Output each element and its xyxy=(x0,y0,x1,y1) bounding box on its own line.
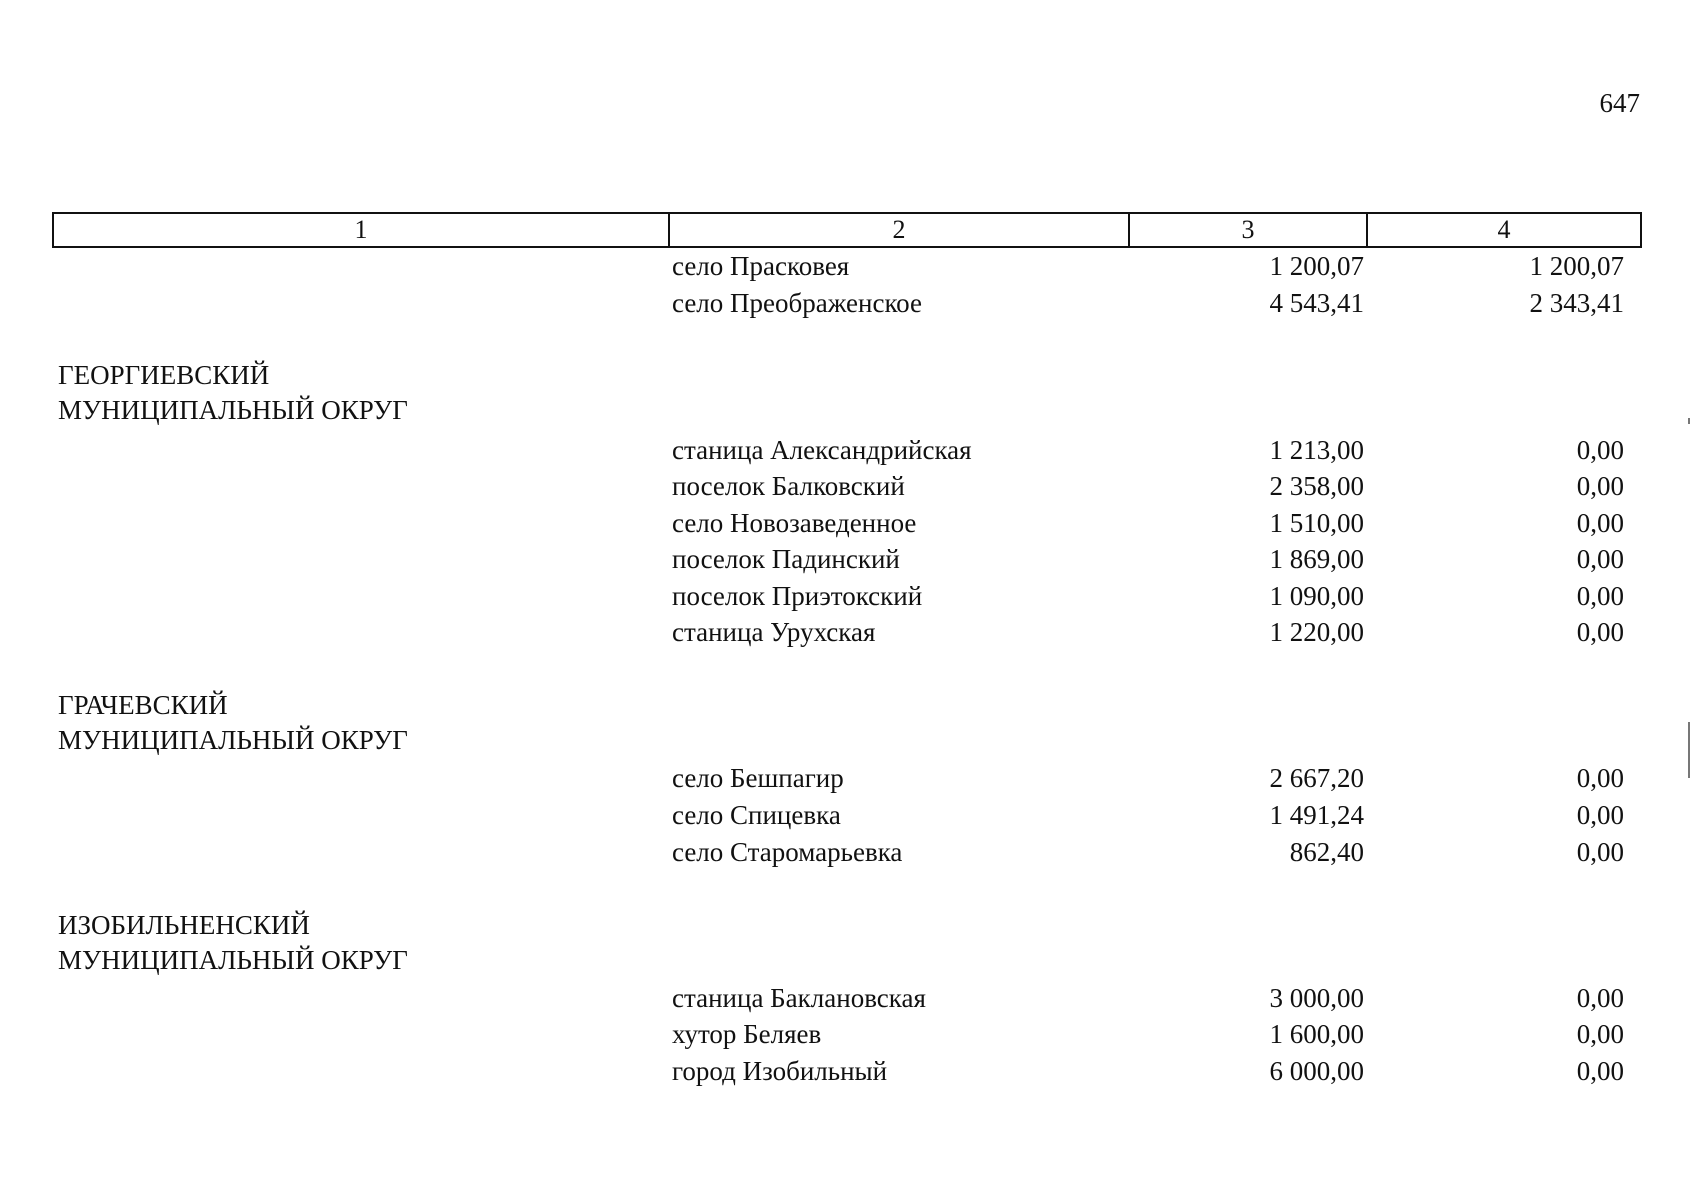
column-4-value: 0,00 xyxy=(1576,581,1624,611)
district-heading xyxy=(58,688,408,758)
scan-mark xyxy=(1688,722,1690,778)
table-row xyxy=(0,980,1693,1016)
column-4-value: 0,00 xyxy=(1576,983,1624,1013)
district-title-line-2: МУНИЦИПАЛЬНЫЙ ОКРУГ xyxy=(58,395,408,425)
table-header xyxy=(52,212,1642,248)
district-heading xyxy=(58,358,408,428)
district-title-line-2: МУНИЦИПАЛЬНЫЙ ОКРУГ xyxy=(58,725,408,755)
table-row xyxy=(0,578,1693,614)
table-row xyxy=(0,248,1693,284)
table-row xyxy=(0,285,1693,321)
table-row xyxy=(0,468,1693,504)
column-4-value: 1 200,07 xyxy=(1529,251,1624,281)
settlement-name: поселок Балковский xyxy=(672,471,905,501)
column-4-value: 0,00 xyxy=(1576,1019,1624,1049)
header-column-4: 4 xyxy=(1497,215,1511,244)
column-3-value: 2 358,00 xyxy=(1269,471,1364,501)
table-row xyxy=(0,614,1693,650)
column-3-value: 1 510,00 xyxy=(1269,508,1364,538)
settlement-name: станица Урухская xyxy=(672,617,876,647)
column-4-value: 0,00 xyxy=(1576,800,1624,830)
table-row xyxy=(0,834,1693,870)
table-row xyxy=(0,432,1693,468)
settlement-name: село Новозаведенное xyxy=(672,508,917,538)
settlement-name: село Преображенское xyxy=(672,288,923,318)
column-3-value: 1 200,07 xyxy=(1269,251,1364,281)
column-3-value: 1 220,00 xyxy=(1269,617,1364,647)
table-row xyxy=(0,1016,1693,1052)
settlement-name: село Спицевка xyxy=(672,800,841,830)
column-3-value: 862,40 xyxy=(1289,837,1364,867)
table-row xyxy=(0,760,1693,796)
district-title-line-2: МУНИЦИПАЛЬНЫЙ ОКРУГ xyxy=(58,945,408,975)
column-4-value: 0,00 xyxy=(1576,1056,1624,1086)
settlement-name: станица Баклановская xyxy=(672,983,926,1013)
column-3-value: 4 543,41 xyxy=(1269,288,1364,318)
settlement-name: город Изобильный xyxy=(672,1056,888,1086)
header-column-2: 2 xyxy=(670,214,1130,246)
header-column-3: 3 xyxy=(1130,214,1368,246)
settlement-name: поселок Приэтокский xyxy=(672,581,923,611)
table-row xyxy=(0,505,1693,541)
district-title-line-1: ИЗОБИЛЬНЕНСКИЙ xyxy=(58,910,310,940)
table-row xyxy=(0,797,1693,833)
scan-mark xyxy=(1688,418,1690,424)
column-4-value: 0,00 xyxy=(1576,544,1624,574)
column-4-value: 2 343,41 xyxy=(1529,288,1624,318)
column-3-value: 1 600,00 xyxy=(1269,1019,1364,1049)
settlement-name: село Прасковея xyxy=(672,251,850,281)
page-number: 647 xyxy=(1599,88,1640,118)
column-3-value: 1 869,00 xyxy=(1269,544,1364,574)
column-3-value: 3 000,00 xyxy=(1269,983,1364,1013)
column-3-value: 2 667,20 xyxy=(1269,763,1364,793)
table-row xyxy=(0,541,1693,577)
column-3-value: 1 213,00 xyxy=(1269,435,1364,465)
district-title-line-1: ГРАЧЕВСКИЙ xyxy=(58,690,228,720)
column-3-value: 1 491,24 xyxy=(1269,800,1364,830)
column-4-value: 0,00 xyxy=(1576,435,1624,465)
table-row xyxy=(0,1053,1693,1089)
settlement-name: село Бешпагир xyxy=(672,763,844,793)
district-title-line-1: ГЕОРГИЕВСКИЙ xyxy=(58,360,270,390)
settlement-name: хутор Беляев xyxy=(672,1019,822,1049)
column-3-value: 1 090,00 xyxy=(1269,581,1364,611)
column-4-value: 0,00 xyxy=(1576,837,1624,867)
column-4-value: 0,00 xyxy=(1576,617,1624,647)
settlement-name: село Старомарьевка xyxy=(672,837,903,867)
column-4-value: 0,00 xyxy=(1576,471,1624,501)
settlement-name: поселок Падинский xyxy=(672,544,900,574)
column-4-value: 0,00 xyxy=(1576,763,1624,793)
header-column-1: 1 xyxy=(54,214,670,246)
settlement-name: станица Александрийская xyxy=(672,435,972,465)
column-4-value: 0,00 xyxy=(1576,508,1624,538)
column-3-value: 6 000,00 xyxy=(1269,1056,1364,1086)
district-heading xyxy=(58,908,408,978)
